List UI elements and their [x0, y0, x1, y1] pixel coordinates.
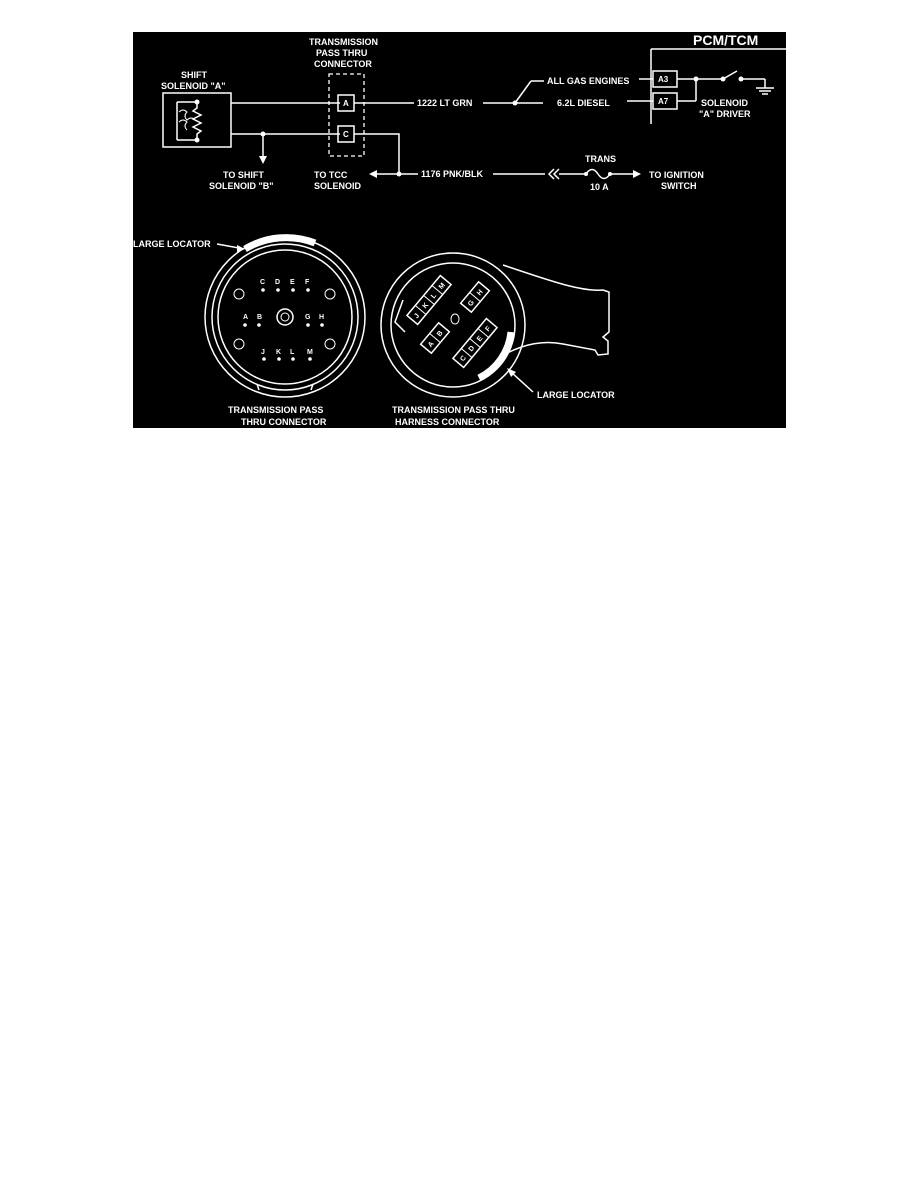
right-pin-c: C: [459, 354, 468, 364]
diagram-svg: [133, 32, 786, 428]
pass-thru-connector-outline: [329, 74, 364, 156]
left-hole-1: [234, 289, 244, 299]
note-diesel: 6.2L DIESEL: [557, 98, 610, 108]
left-pins-bottom: [261, 349, 313, 361]
arrow-to-tcc: [369, 170, 377, 178]
left-pin-k-dot: [277, 357, 281, 361]
right-pin-a: A: [427, 340, 436, 349]
left-pin-c: C: [260, 279, 266, 286]
pin-a-label: A: [343, 99, 349, 108]
solenoid-a-title-2: SOLENOID "A": [161, 81, 226, 91]
left-locator-leader: [217, 244, 239, 248]
left-pin-l-dot: [291, 357, 295, 361]
left-hole-2: [325, 289, 335, 299]
right-pins-ab: [421, 323, 450, 353]
switch-blade: [723, 71, 737, 79]
left-connector-ring-3: [218, 250, 352, 384]
left-center-hole: [281, 313, 289, 321]
arrow-to-ignition: [633, 170, 641, 178]
to-ignition-1: TO IGNITION: [649, 170, 704, 180]
left-pin-l: L: [290, 349, 295, 356]
wiring-diagram: [133, 32, 786, 428]
solenoid-a-resistor: [193, 102, 201, 140]
to-ignition-2: SWITCH: [661, 181, 697, 191]
pin-a7-label: A7: [658, 97, 669, 106]
left-pin-a-dot: [243, 323, 247, 327]
fuse-rating: 10 A: [590, 182, 609, 192]
left-pin-e: E: [290, 279, 295, 286]
right-large-locator: [479, 332, 511, 378]
right-pin-l: L: [430, 292, 439, 301]
left-pin-d: D: [275, 279, 281, 286]
left-center-ring: [277, 309, 293, 325]
left-pins-top: [260, 279, 310, 292]
right-pin-k: K: [421, 301, 431, 311]
left-pin-f-dot: [306, 288, 310, 292]
driver-label-1: SOLENOID: [701, 98, 749, 108]
left-pin-f: F: [305, 279, 310, 286]
left-pin-h-dot: [320, 323, 324, 327]
to-tcc-2: SOLENOID: [314, 181, 362, 191]
right-pin-j: J: [413, 312, 422, 321]
right-caption-2: HARNESS CONNECTOR: [395, 417, 500, 427]
right-pin-d: D: [467, 344, 477, 354]
pin-a3-label: A3: [658, 75, 669, 84]
driver-label-2: "A" DRIVER: [699, 109, 751, 119]
left-locator-label: LARGE LOCATOR: [133, 239, 211, 249]
left-pin-j-dot: [262, 357, 266, 361]
solenoid-a-node-top: [195, 100, 200, 105]
solenoid-a-title-1: SHIFT: [181, 70, 207, 80]
fuse-symbol: [586, 170, 610, 179]
right-locator-label: LARGE LOCATOR: [537, 390, 615, 400]
left-pin-e-dot: [291, 288, 295, 292]
pin-c-label: C: [343, 130, 349, 139]
left-pin-m-dot: [308, 357, 312, 361]
right-small-key: [395, 300, 405, 332]
left-connector-outer-ring: [205, 237, 365, 397]
left-pin-b: B: [257, 314, 263, 321]
right-center-hole: [451, 314, 459, 324]
to-tcc-1: TO TCC: [314, 170, 348, 180]
connector-symbol: [549, 169, 559, 179]
right-pin-b: B: [436, 329, 445, 339]
right-pin-h: H: [476, 288, 485, 298]
right-pins-jklm: [407, 276, 451, 325]
left-pin-d-dot: [276, 288, 280, 292]
right-pin-f: F: [484, 325, 493, 334]
solenoid-a-node-bottom: [195, 138, 200, 143]
wire-1176-riser: [354, 134, 399, 174]
pcm-title: PCM/TCM: [693, 32, 759, 48]
wire-gas-branch: [515, 81, 531, 103]
left-caption-1: TRANSMISSION PASS: [228, 405, 324, 415]
left-pin-j: J: [261, 349, 265, 356]
left-pin-h: H: [319, 314, 325, 321]
left-hole-3: [234, 339, 244, 349]
right-pins-cdef: [453, 319, 497, 368]
left-pin-g: G: [305, 314, 311, 321]
right-pins-gh: [461, 282, 490, 312]
wire-bottom-label: 1176 PNK/BLK: [421, 169, 484, 179]
connector-title-1: TRANSMISSION: [309, 37, 379, 47]
left-caption-2: THRU CONNECTOR: [241, 417, 327, 427]
connector-title-3: CONNECTOR: [314, 59, 372, 69]
to-solenoid-b-1: TO SHIFT: [223, 170, 264, 180]
left-pin-m: M: [307, 349, 313, 356]
left-hole-4: [325, 339, 335, 349]
right-pin-e: E: [476, 335, 485, 344]
left-connector-ring-2: [212, 244, 358, 390]
left-pin-a: A: [243, 314, 249, 321]
wire-top-label: 1222 LT GRN: [417, 98, 473, 108]
left-pin-c-dot: [261, 288, 265, 292]
left-pin-k: K: [276, 349, 282, 356]
to-solenoid-b-2: SOLENOID "B": [209, 181, 274, 191]
right-connector-housing: [503, 265, 609, 355]
right-pin-m: M: [437, 281, 447, 291]
left-pin-g-dot: [306, 323, 310, 327]
fuse-label: TRANS: [585, 154, 616, 164]
left-pin-b-dot: [257, 323, 261, 327]
note-gas: ALL GAS ENGINES: [547, 76, 630, 86]
arrow-to-solenoid-b: [259, 156, 267, 164]
right-locator-leader: [511, 372, 533, 392]
right-caption-1: TRANSMISSION PASS THRU: [392, 405, 515, 415]
right-connector-outer-ring: [381, 253, 525, 397]
connector-title-2: PASS THRU: [316, 48, 368, 58]
right-pin-g: G: [467, 299, 476, 308]
driver-input-wire: [677, 79, 696, 101]
